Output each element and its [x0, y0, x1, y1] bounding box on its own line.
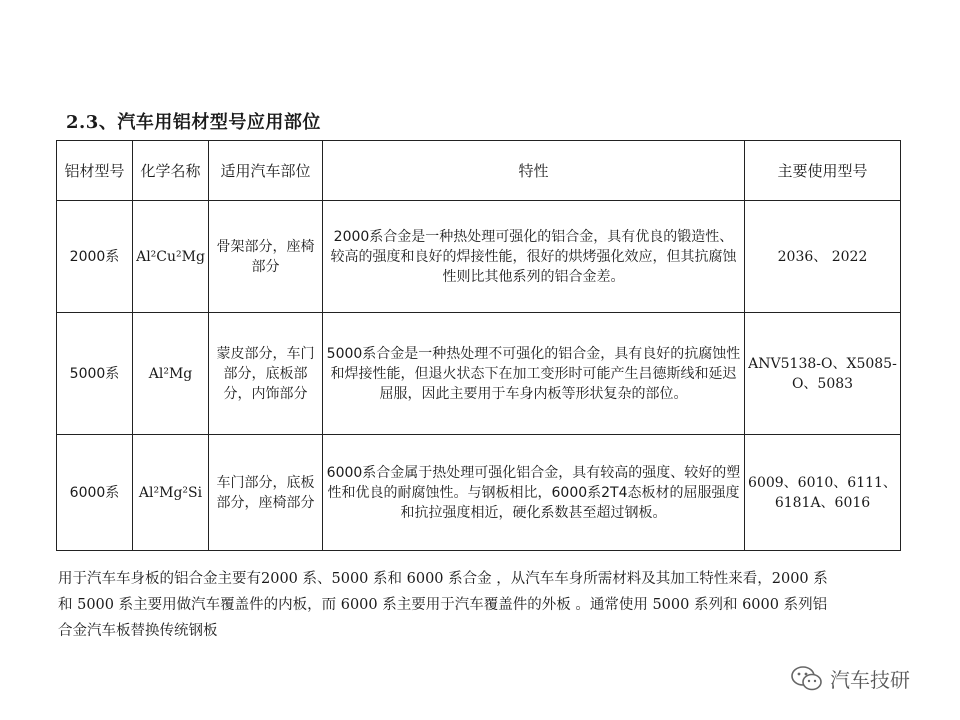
header-cell: 铝材型号 [57, 141, 133, 201]
summary-paragraph [58, 566, 908, 644]
wechat-icon [790, 665, 824, 693]
series-cell: 6000系 [57, 435, 133, 551]
chemical-cell: Al²Mg [133, 313, 209, 435]
watermark-text: 汽车技研 [830, 668, 910, 692]
header-cell: 特性 [323, 141, 745, 201]
parts-cell: 蒙皮部分，车门部分，底板部分，内饰部分 [209, 313, 323, 435]
table-row [57, 313, 901, 435]
parts-cell: 骨架部分，座椅部分 [209, 201, 323, 313]
models-cell: ANV5138-O、X5085-O、5083 [745, 313, 901, 435]
header-cell: 适用汽车部位 [209, 141, 323, 201]
paragraph-line: 和 5000 系主要用做汽车覆盖件的内板，而 6000 系主要用于汽车覆盖件的外板 。通常使用 5000 系列和 6000 系列铝 [58, 597, 828, 613]
section-heading: 2.3、汽车用铝材型号应用部位 [66, 112, 321, 133]
property-cell: 5000系合金是一种热处理不可强化的铝合金，具有良好的抗腐蚀性和焊接性能，但退火状态下在加工变形时可能产生吕德斯线和延迟屈服，因此主要用于车身内板等形状复杂的部位。 [323, 313, 745, 435]
property-cell: 6000系合金属于热处理可强化铝合金，具有较高的强度、较好的塑性和优良的耐腐蚀性。与钢板相比，6000系2T4态板材的屈服强度和抗拉强度相近，硬化系数甚至超过钢板。 [323, 435, 745, 551]
chemical-cell: Al²Mg²Si [133, 435, 209, 551]
header-cell: 主要使用型号 [745, 141, 901, 201]
models-cell: 6009、6010、6111、6181A、6016 [745, 435, 901, 551]
aluminum-spec-table [56, 140, 901, 551]
header-cell: 化学名称 [133, 141, 209, 201]
models-cell: 2036、 2022 [745, 201, 901, 313]
series-cell: 5000系 [57, 313, 133, 435]
series-cell: 2000系 [57, 201, 133, 313]
parts-cell: 车门部分，底板部分，座椅部分 [209, 435, 323, 551]
property-cell: 2000系合金是一种热处理可强化的铝合金，具有优良的锻造性、 较高的强度和良好的焊接性能，很好的烘烤强化效应，但其抗腐蚀性则比其他系列的铝合金差。 [323, 201, 745, 313]
table-row [57, 435, 901, 551]
watermark [790, 664, 910, 693]
paragraph-line: 用于汽车车身板的铝合金主要有2000 系、5000 系和 6000 系合金 ，从汽车车身所需材料及其加工特性来看，2000 系 [58, 571, 828, 587]
table-header-row [57, 141, 901, 201]
table-row [57, 201, 901, 313]
chemical-cell: Al²Cu²Mg [133, 201, 209, 313]
paragraph-line: 合金汽车板替换传统钢板 [58, 623, 218, 639]
